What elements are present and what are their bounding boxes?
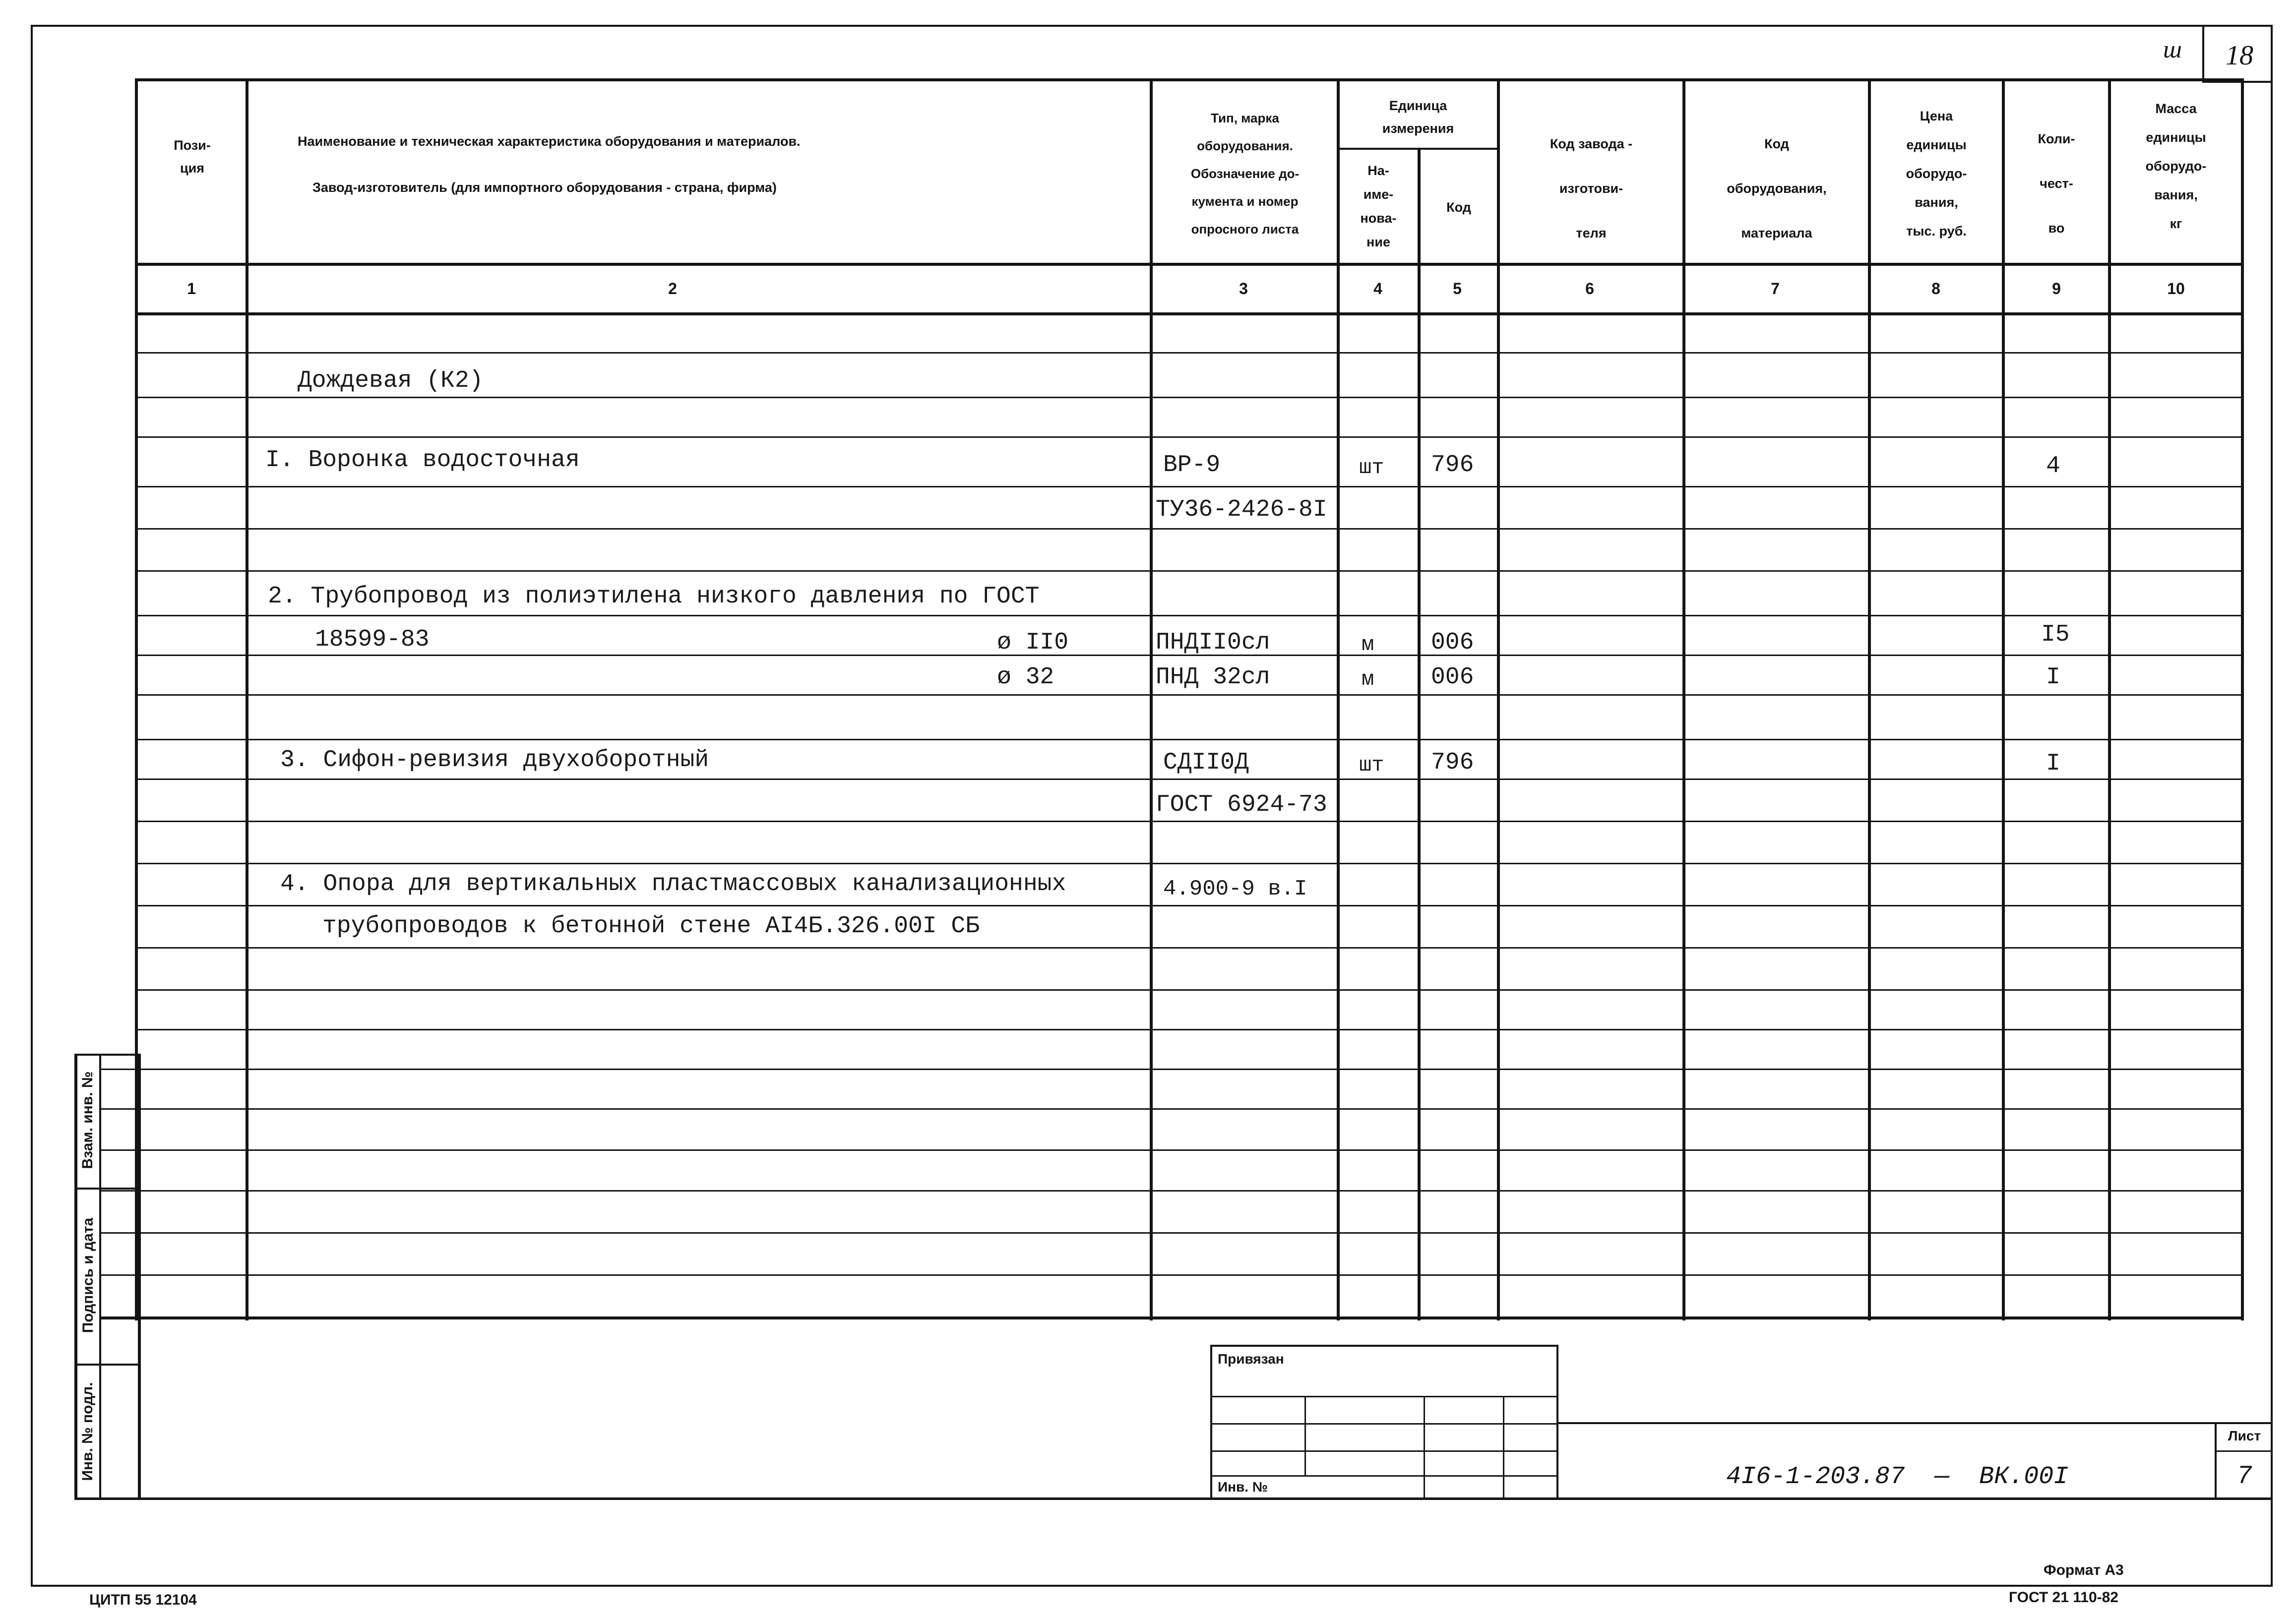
- numbers-bottom-line: [135, 312, 2244, 315]
- footer-left: ЦИТП 55 12104: [89, 1592, 197, 1608]
- privyazan-col3: [1503, 1396, 1504, 1498]
- row-line: [138, 615, 2241, 616]
- col-line-2: [1150, 78, 1153, 1320]
- designation-top: [1556, 1422, 2273, 1424]
- privyazan-top: [1210, 1345, 1557, 1347]
- item1-code: 796: [1431, 452, 1474, 479]
- header-bottom-line: [135, 263, 2244, 266]
- item2a-type: ПНДII0сл: [1156, 629, 1270, 656]
- item1-unit: шт: [1359, 456, 1384, 479]
- item2b-qty: I: [2046, 664, 2060, 691]
- row-line: [99, 1149, 2241, 1151]
- col-number-1: 1: [187, 280, 196, 298]
- item3-doc: ГОСТ 6924-73: [1156, 791, 1327, 818]
- header-col10: Масса единицы оборудо- вания, кг: [2145, 101, 2207, 231]
- item2b-type: ПНД 32сл: [1156, 664, 1270, 691]
- row-line: [99, 1274, 2241, 1276]
- row-line: [138, 947, 2241, 949]
- item2a-code: 006: [1431, 629, 1474, 656]
- item1-doc: ТУ36-2426-8I: [1156, 496, 1327, 523]
- row-line: [99, 1232, 2241, 1234]
- item2a-qty: I5: [2041, 621, 2070, 648]
- col-line-7: [1868, 78, 1871, 1320]
- row-line: [99, 1190, 2241, 1192]
- item3-code: 796: [1431, 749, 1474, 776]
- list-number: 7: [2237, 1461, 2251, 1489]
- item4-name: 4. Опора для вертикальных пластмассовых канализационных: [280, 871, 1066, 898]
- col-number-8: 8: [1931, 280, 1940, 298]
- row-line: [138, 352, 2241, 354]
- privyazan-row2: [1210, 1423, 1557, 1425]
- corner-mark: ш: [2163, 35, 2182, 63]
- header-col4: На- име- нова- ние: [1360, 163, 1397, 249]
- row-line: [138, 528, 2241, 530]
- col-line-5: [1497, 78, 1500, 1320]
- row-line: [138, 989, 2241, 991]
- side-stamp-left: [74, 1054, 77, 1500]
- privyazan-row3: [1210, 1450, 1557, 1452]
- col-number-3: 3: [1239, 280, 1248, 298]
- row-line: [138, 397, 2241, 398]
- side-stamp-vzam: Взам. инв. №: [79, 1071, 96, 1169]
- item2b-diameter: ø 32: [997, 664, 1055, 691]
- list-label: Лист: [2228, 1428, 2261, 1443]
- privyazan-col1: [1304, 1396, 1306, 1475]
- item4-name-line2: трубопроводов к бетонной стене АI4Б.326.00I СБ: [322, 913, 980, 940]
- section-title: Дождевая (К2): [298, 367, 484, 394]
- row-line: [138, 486, 2241, 487]
- footer-gost: ГОСТ 21 110-82: [2009, 1589, 2118, 1606]
- row-line: [138, 821, 2241, 822]
- privyazan-row4: [1210, 1475, 1557, 1477]
- list-box-divider: [2215, 1450, 2273, 1452]
- privyazan-row1: [1210, 1396, 1557, 1397]
- header-col6: Код завода - изготови- теля: [1550, 136, 1633, 240]
- item1-qty: 4: [2046, 453, 2060, 479]
- side-stamp-right: [138, 1054, 141, 1500]
- row-line: [99, 1108, 2241, 1110]
- header-col1: Пози- ция: [174, 138, 211, 176]
- item3-qty: I: [2046, 750, 2060, 777]
- side-stamp-inv: Инв. № подл.: [79, 1382, 96, 1481]
- row-line: [138, 905, 2241, 906]
- inv-no-label: Инв. №: [1218, 1479, 1268, 1495]
- row-line: [138, 436, 2241, 438]
- header-col7: Код оборудования, материала: [1727, 136, 1827, 240]
- header-col9: Коли- чест- во: [2038, 131, 2075, 236]
- item2a-unit: м: [1362, 633, 1374, 657]
- header-col3: Тип, марка оборудования. Обозначение до- кумента и номер опросного листа: [1190, 111, 1300, 237]
- unit-group-divider: [1339, 148, 1498, 150]
- col-line-1: [246, 78, 248, 1320]
- col-line-9: [2108, 78, 2111, 1320]
- table-top-border: [135, 78, 2244, 81]
- col-number-10: 10: [2167, 280, 2185, 298]
- col-number-4: 4: [1373, 280, 1382, 298]
- col-number-5: 5: [1453, 280, 1462, 298]
- item2-name: 2. Трубопровод из полиэтилена низкого давления по ГОСТ: [268, 583, 1040, 610]
- row-line: [138, 694, 2241, 696]
- item4-type: 4.900-9 в.I: [1163, 877, 1307, 901]
- header-unit-group: Единица измерения: [1382, 98, 1454, 136]
- designation: 4I6-1-203.87 — ВК.00I: [1726, 1463, 2069, 1491]
- col-line-8: [2002, 78, 2005, 1320]
- item2-std: 18599-83: [315, 626, 430, 653]
- privyazan-label: Привязан: [1218, 1351, 1284, 1367]
- item2b-unit: м: [1362, 667, 1374, 691]
- item2b-code: 006: [1431, 664, 1474, 691]
- col-number-2: 2: [668, 280, 677, 298]
- table-bottom-border: [99, 1317, 2244, 1319]
- row-line: [138, 739, 2241, 740]
- drawing-bottom-line: [74, 1497, 2273, 1500]
- item3-name: 3. Сифон-ревизия двухоборотный: [280, 747, 709, 774]
- col-number-6: 6: [1585, 280, 1594, 298]
- corner-divider: [2202, 25, 2204, 82]
- header-col2-line1: Наименование и техническая характеристика оборудования и материалов.: [298, 134, 801, 149]
- col-line-6: [1682, 78, 1685, 1320]
- header-col5: Код: [1446, 200, 1471, 215]
- row-line: [138, 1029, 2241, 1030]
- col-line-3: [1337, 78, 1340, 1320]
- row-line: [138, 570, 2241, 572]
- item1-type: ВР-9: [1163, 452, 1221, 479]
- side-stamp-podpis: Подпись и дата: [80, 1217, 96, 1333]
- header-col2-line2: Завод-изготовитель (для импортного оборудования - страна, фирма): [312, 180, 777, 195]
- corner-page-number: 18: [2226, 40, 2253, 71]
- item2a-diameter: ø II0: [997, 629, 1069, 656]
- item1-name: I. Воронка водосточная: [265, 447, 580, 474]
- footer-format: Формат А3: [2044, 1562, 2124, 1578]
- row-line: [138, 778, 2241, 780]
- item3-type: СДII0Д: [1163, 749, 1249, 776]
- item3-unit: шт: [1359, 753, 1384, 777]
- side-stamp-middle: [99, 1054, 101, 1500]
- col-number-9: 9: [2052, 280, 2061, 298]
- col-number-7: 7: [1771, 280, 1780, 298]
- header-col8: Цена единицы оборудо- вания, тыс. руб.: [1906, 109, 1967, 239]
- privyazan-col2: [1424, 1396, 1425, 1498]
- row-line: [99, 1069, 2241, 1070]
- list-box-left: [2215, 1422, 2217, 1499]
- row-line: [138, 863, 2241, 864]
- col-line-4: [1418, 149, 1421, 1320]
